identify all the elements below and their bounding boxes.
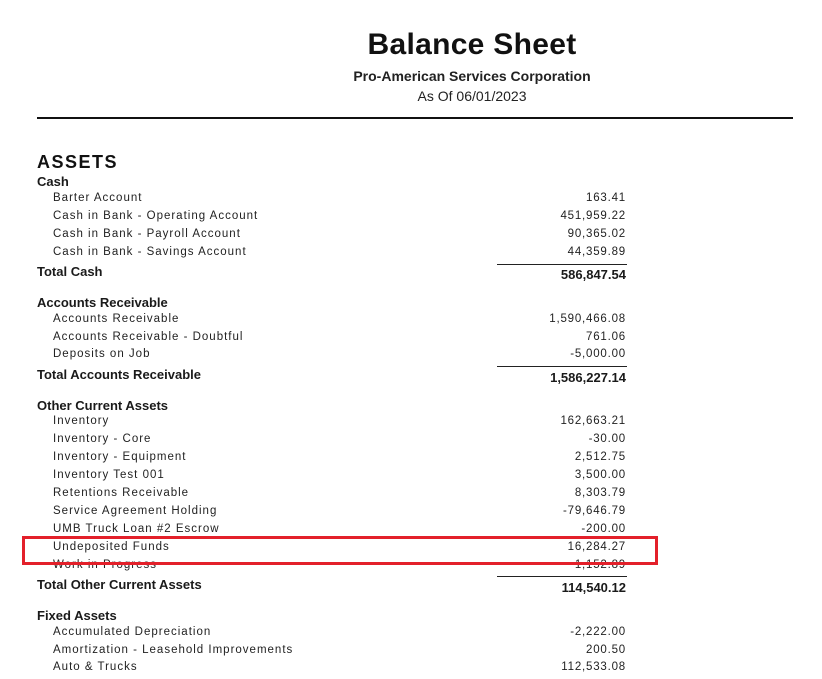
account-name: Barter Account — [53, 192, 143, 204]
account-row[interactable] — [0, 644, 822, 662]
total-label: Total Cash — [37, 264, 103, 279]
account-amount: 163.41 — [586, 192, 626, 204]
account-row[interactable] — [0, 469, 822, 487]
account-row[interactable] — [0, 415, 822, 433]
total-amount: 586,847.54 — [560, 267, 626, 282]
account-amount: -30.00 — [588, 433, 626, 445]
account-row[interactable] — [0, 505, 822, 523]
account-row[interactable] — [0, 348, 822, 366]
account-amount: 16,284.27 — [567, 541, 626, 553]
account-name: Accumulated Depreciation — [53, 626, 212, 638]
account-row[interactable] — [0, 246, 822, 264]
total-row-other-current-assets[interactable] — [0, 577, 822, 595]
highlight-box-undeposited-funds — [22, 536, 658, 565]
account-row[interactable] — [0, 210, 822, 228]
account-amount: -79,646.79 — [563, 505, 626, 517]
account-row[interactable] — [0, 228, 822, 246]
header-divider — [37, 117, 793, 119]
account-name: Accounts Receivable - Doubtful — [53, 331, 244, 343]
total-row-cash[interactable] — [0, 264, 822, 282]
section-label: Other Current Assets — [37, 398, 168, 413]
account-name: Deposits on Job — [53, 348, 151, 360]
account-amount: 1,590,466.08 — [549, 313, 626, 325]
account-amount: -2,222.00 — [570, 626, 626, 638]
account-amount: 8,303.79 — [574, 487, 626, 499]
total-amount: 1,586,227.14 — [550, 370, 626, 385]
account-row[interactable] — [0, 661, 822, 679]
account-name: Inventory — [53, 415, 110, 427]
account-amount: -5,000.00 — [570, 348, 626, 360]
account-amount: 90,365.02 — [567, 228, 626, 240]
assets-heading: ASSETS — [37, 152, 119, 172]
section-header-cash — [0, 174, 822, 192]
section-label: Cash — [37, 174, 69, 189]
section-label: Fixed Assets — [37, 608, 117, 623]
account-row[interactable] — [0, 487, 822, 505]
account-amount: 162,663.21 — [560, 415, 626, 427]
account-name: UMB Truck Loan #2 Escrow — [53, 523, 220, 535]
account-row[interactable] — [0, 331, 822, 349]
section-header-fixed-assets — [0, 608, 822, 626]
account-name: Amortization - Leasehold Improvements — [53, 644, 294, 656]
account-amount: 3,500.00 — [574, 469, 626, 481]
account-name: Cash in Bank - Operating Account — [53, 210, 259, 222]
section-header-other-current-assets — [0, 398, 822, 416]
account-amount: 44,359.89 — [567, 246, 626, 258]
account-amount: 1,152.89 — [574, 559, 626, 571]
account-amount: 451,959.22 — [560, 210, 626, 222]
account-name: Service Agreement Holding — [53, 505, 218, 517]
account-row[interactable] — [0, 313, 822, 331]
account-name: Work in Progress — [53, 559, 157, 571]
account-amount: 761.06 — [586, 331, 626, 343]
account-amount: 200.50 — [586, 644, 626, 656]
account-name: Inventory Test 001 — [53, 469, 165, 481]
account-row[interactable] — [0, 192, 822, 210]
account-name: Undeposited Funds — [53, 541, 170, 553]
section-header-accounts-receivable — [0, 295, 822, 313]
section-label: Accounts Receivable — [37, 295, 168, 310]
total-row-accounts-receivable[interactable] — [0, 367, 822, 385]
account-name: Cash in Bank - Savings Account — [53, 246, 247, 258]
account-name: Inventory - Core — [53, 433, 152, 445]
account-name: Cash in Bank - Payroll Account — [53, 228, 241, 240]
total-label: Total Accounts Receivable — [37, 367, 201, 382]
total-label: Total Other Current Assets — [37, 577, 202, 592]
account-amount: 112,533.08 — [561, 661, 626, 673]
account-row[interactable] — [0, 451, 822, 469]
report-title: Balance Sheet — [367, 28, 577, 61]
account-name: Inventory - Equipment — [53, 451, 187, 463]
account-amount: 2,512.75 — [574, 451, 626, 463]
total-amount: 114,540.12 — [561, 580, 626, 595]
account-name: Accounts Receivable — [53, 313, 180, 325]
report-date: As Of 06/01/2023 — [417, 88, 527, 104]
account-name: Retentions Receivable — [53, 487, 190, 499]
account-name: Auto & Trucks — [53, 661, 138, 673]
account-row[interactable] — [0, 433, 822, 451]
account-row[interactable] — [0, 626, 822, 644]
company-name: Pro-American Services Corporation — [353, 68, 591, 84]
account-amount: -200.00 — [581, 523, 626, 535]
